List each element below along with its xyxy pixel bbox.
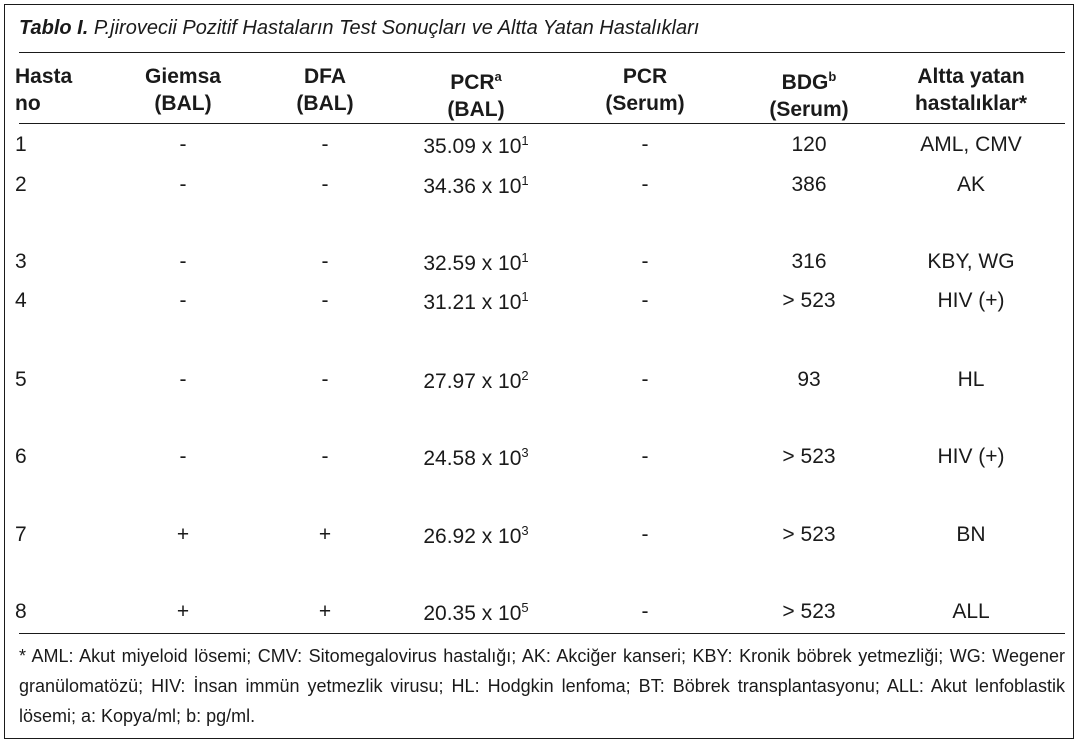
column-header-line2: hastalıklar*	[914, 92, 1028, 115]
pcr-exponent: 3	[521, 523, 529, 538]
bottom-rule	[19, 633, 1065, 634]
pcr-bal-result	[423, 133, 528, 159]
pcr-value: 27.97 x 10	[423, 370, 522, 393]
pcr-value: 24.58 x 10	[423, 447, 522, 470]
column-header-line2: (Serum)	[769, 98, 849, 121]
table-footnote: * AML: Akut miyeloid lösemi; CMV: Sitomegalovirus hastalığı; AK: Akciğer kanseri; KBY: Kronik böbrek yetmezliği; WG: Wegener granülomatözü; HIV: İnsan immün yetmezlik virusu; HL: Hodgkin lenfoma; BT: Böbrek transplantasyonu; ALL: Akut lenfoblastik lösemi; a: Kopya/ml; b: pg/ml.	[19, 646, 1065, 726]
column-header-line1: Giemsa	[145, 65, 221, 88]
pcr-bal-result	[423, 368, 528, 394]
dfa-result: -	[321, 133, 329, 156]
pcr-value: 20.35 x 10	[423, 602, 522, 625]
pcr-value: 31.21 x 10	[423, 291, 522, 314]
pcr-exponent: 1	[521, 173, 529, 188]
pcr-serum-result: -	[641, 289, 649, 312]
pcr-bal-result	[423, 523, 528, 549]
underlying-disease: ALL	[952, 600, 990, 623]
bdg-result: > 523	[782, 600, 836, 623]
patient-no: 5	[15, 368, 27, 391]
dfa-result: -	[321, 173, 329, 196]
column-header-line1: PCR$^a$	[450, 69, 502, 94]
underlying-disease: HIV (+)	[937, 289, 1005, 312]
bdg-result: 316	[791, 250, 827, 273]
pcr-bal-result	[423, 289, 528, 315]
patient-no: 3	[15, 250, 27, 273]
patient-no: 4	[15, 289, 27, 312]
column-header-footnote-mark: b	[828, 69, 837, 84]
column-header-line1: DFA	[304, 65, 346, 88]
pcr-bal-result	[423, 445, 528, 471]
dfa-result: -	[321, 368, 329, 391]
pcr-value: 34.36 x 10	[423, 175, 522, 198]
pcr-bal-result	[423, 250, 528, 276]
dfa-result: +	[318, 523, 332, 546]
bdg-result: > 523	[782, 523, 836, 546]
column-header-footnote-mark: a	[494, 69, 502, 84]
pcr-serum-result: -	[641, 133, 649, 156]
underlying-disease: HL	[957, 368, 985, 391]
pcr-serum-result: -	[641, 250, 649, 273]
column-header-line2: (Serum)	[605, 92, 685, 115]
bdg-result: 386	[791, 173, 827, 196]
pcr-serum-result: -	[641, 173, 649, 196]
patient-no: 7	[15, 523, 27, 546]
pcr-exponent: 3	[521, 445, 529, 460]
dfa-result: -	[321, 445, 329, 468]
pcr-value: 26.92 x 10	[423, 525, 522, 548]
column-header-line2: no	[15, 92, 41, 115]
dfa-result: -	[321, 250, 329, 273]
column-header-line2: (BAL)	[296, 92, 354, 115]
bdg-result: 120	[791, 133, 827, 156]
table-frame	[4, 4, 1074, 739]
giemsa-result: -	[179, 173, 187, 196]
underlying-disease: KBY, WG	[927, 250, 1015, 273]
giemsa-result: -	[179, 250, 187, 273]
column-header-line2: (BAL)	[154, 92, 212, 115]
pcr-serum-result: -	[641, 523, 649, 546]
column-header-line1: Hasta	[15, 65, 73, 88]
pcr-value: 35.09 x 10	[423, 135, 522, 158]
patient-no: 6	[15, 445, 27, 468]
bdg-result: 93	[797, 368, 821, 391]
giemsa-result: -	[179, 133, 187, 156]
underlying-disease: AML, CMV	[920, 133, 1022, 156]
bdg-result: > 523	[782, 289, 836, 312]
patient-no: 1	[15, 133, 27, 156]
pcr-exponent: 2	[521, 368, 529, 383]
giemsa-result: +	[176, 600, 190, 623]
pcr-exponent: 5	[521, 600, 529, 615]
pcr-exponent: 1	[521, 250, 529, 265]
underlying-disease: BN	[956, 523, 986, 546]
pcr-bal-result	[423, 173, 528, 199]
giemsa-result: -	[179, 368, 187, 391]
underlying-disease: AK	[956, 173, 986, 196]
column-header-line2: (BAL)	[447, 98, 505, 121]
bdg-result: > 523	[782, 445, 836, 468]
patient-no: 8	[15, 600, 27, 623]
giemsa-result: +	[176, 523, 190, 546]
caption-text: P.jirovecii Pozitif Hastaların Test Sonuçları ve Altta Yatan Hastalıkları	[93, 17, 700, 39]
column-header-line1: PCR	[622, 65, 668, 88]
pcr-exponent: 1	[521, 133, 529, 148]
pcr-serum-result: -	[641, 600, 649, 623]
caption-label: Tablo I.	[19, 17, 89, 39]
column-header-line1: Altta yatan	[917, 65, 1025, 88]
pcr-bal-result	[423, 600, 528, 626]
dfa-result: -	[321, 289, 329, 312]
giemsa-result: -	[179, 445, 187, 468]
pcr-serum-result: -	[641, 368, 649, 391]
table-body	[5, 5, 1075, 748]
dfa-result: +	[318, 600, 332, 623]
pcr-serum-result: -	[641, 445, 649, 468]
pcr-exponent: 1	[521, 289, 529, 304]
patient-no: 2	[15, 173, 27, 196]
column-header-line1: BDG$^b$	[781, 69, 837, 94]
pcr-value: 32.59 x 10	[423, 252, 522, 275]
underlying-disease: HIV (+)	[937, 445, 1005, 468]
giemsa-result: -	[179, 289, 187, 312]
